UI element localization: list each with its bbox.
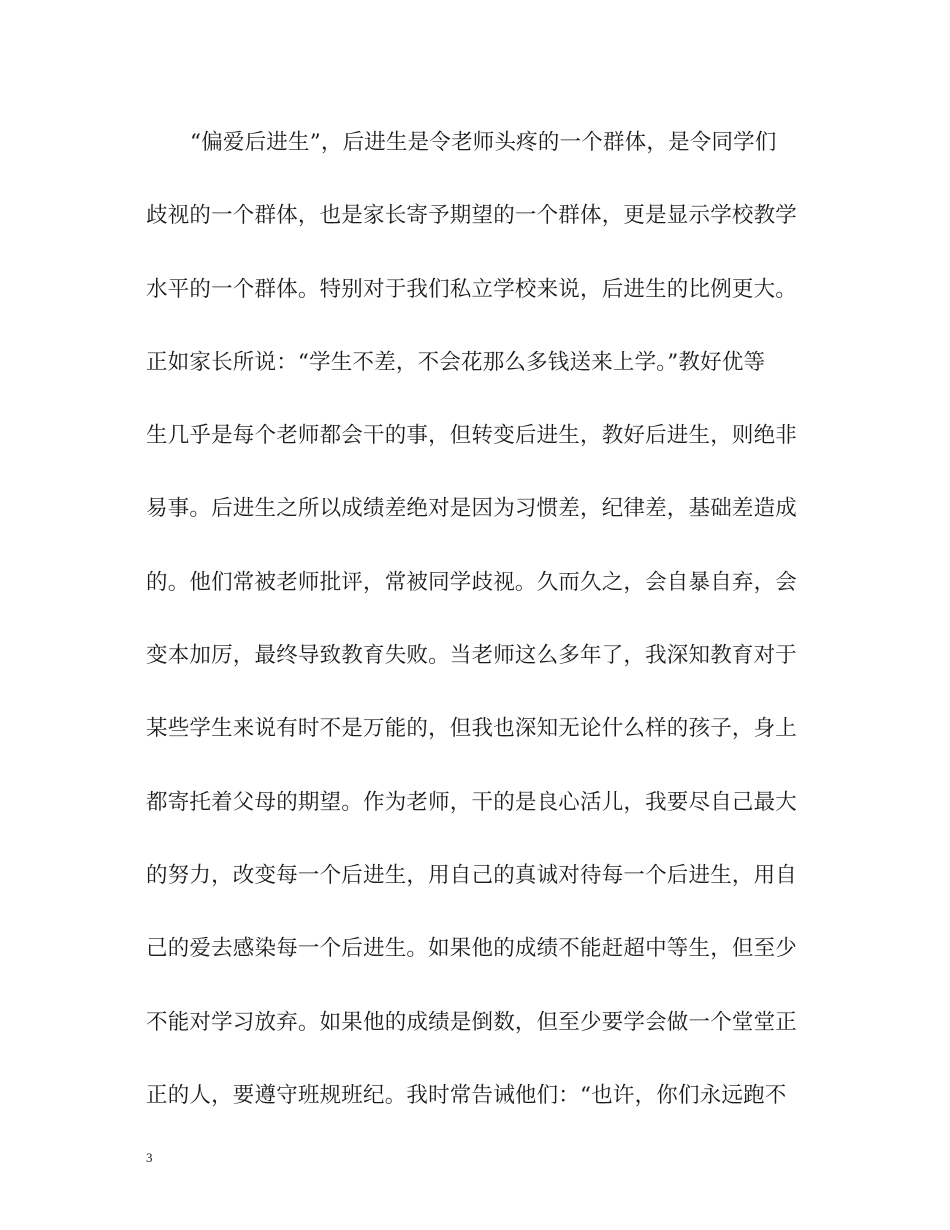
text-line: 的。他们常被老师批评，常被同学歧视。久而久之，会自暴自弃，会 — [146, 569, 798, 595]
text-line: 的努力，改变每一个后进生，用自己的真诚对待每一个后进生，用自 — [146, 862, 798, 888]
text-line: 正如家长所说：“学生不差，不会花那么多钱送来上学。”教好优等 — [146, 349, 766, 375]
text-line: 某些学生来说有时不是万能的，但我也深知无论什么样的孩子，身上 — [146, 716, 798, 742]
text-line: 生几乎是每个老师都会干的事，但转变后进生，教好后进生，则绝非 — [146, 423, 798, 449]
text-line: 不能对学习放弃。如果他的成绩是倒数，但至少要学会做一个堂堂正 — [146, 1009, 798, 1035]
page-number: 3 — [146, 1150, 153, 1165]
text-line: 己的爱去感染每一个后进生。如果他的成绩不能赶超中等生，但至少 — [146, 936, 798, 962]
text-line: 水平的一个群体。特别对于我们私立学校来说，后进生的比例更大。 — [146, 276, 798, 302]
text-line: 歧视的一个群体，也是家长寄予期望的一个群体，更是显示学校教学 — [146, 203, 798, 229]
text-line: “偏爱后进生”，后进生是令老师头疼的一个群体，是令同学们 — [190, 130, 777, 155]
text-line: 变本加厉，最终导致教育失败。当老师这么多年了，我深知教育对于 — [146, 643, 798, 669]
text-line: 易事。后进生之所以成绩差绝对是因为习惯差，纪律差，基础差造成 — [146, 496, 798, 522]
body-paragraph — [146, 125, 806, 1151]
text-line: 都寄托着父母的期望。作为老师，干的是良心活儿，我要尽自己最大 — [146, 789, 798, 815]
text-line: 正的人，要遵守班规班纪。我时常告诫他们：“也许，你们永远跑不 — [146, 1082, 787, 1108]
